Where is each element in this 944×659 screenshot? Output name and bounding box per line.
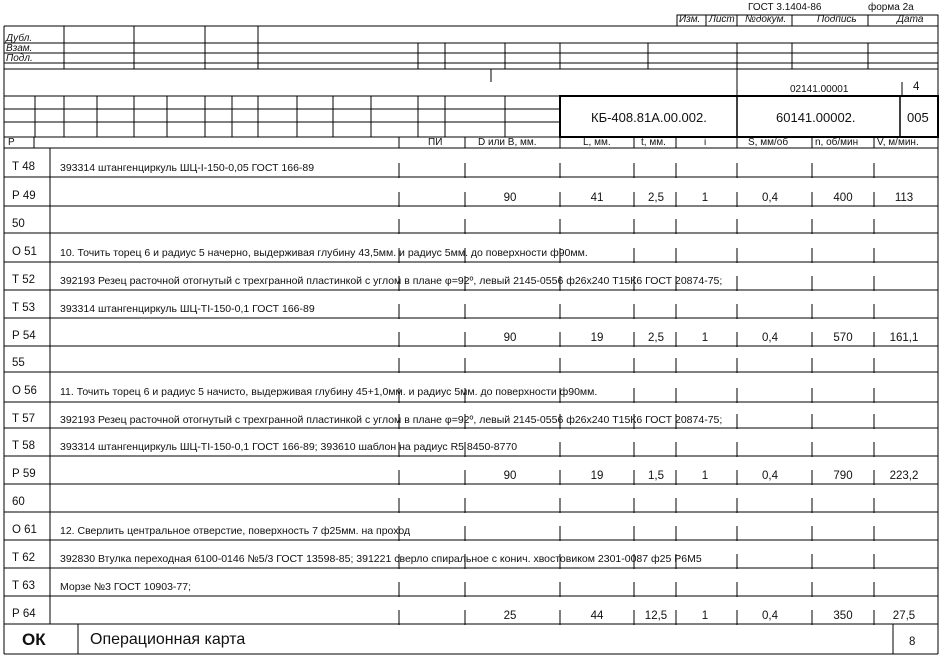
col-header-v: V, м/мин. (877, 137, 919, 148)
cell-t: 12,5 (644, 610, 668, 622)
code-top: 02141.00001 (790, 84, 849, 95)
col-docnum: №докум. (745, 14, 787, 25)
row-label: Р 59 (12, 468, 36, 480)
row-label: Р 49 (12, 190, 36, 202)
row-label: Т 58 (12, 440, 36, 452)
gost-label: ГОСТ 3.1404-86 (748, 2, 822, 13)
col-header-i: i (704, 137, 707, 148)
row-text: 392193 Резец расточной отогнутый с трехгранной пластинкой с углом в плане φ=92º, левый 2145-0556 ф26х240 Т15К6 ГОСТ 20874-75; (60, 275, 723, 287)
row-label: О 51 (12, 246, 37, 258)
col-header-p: Р (8, 137, 15, 148)
cell-i: 1 (701, 470, 709, 482)
col-list: Лист (709, 14, 735, 25)
row-label: 50 (12, 218, 25, 230)
operation-number: 005 (907, 110, 929, 125)
cell-d: 90 (503, 470, 517, 482)
row-text: 393314 штангенциркуль ШЦ-ТI-150-0,1 ГОСТ 166-89 (60, 303, 315, 315)
footer-title: Операционная карта (90, 631, 246, 648)
cell-d: 25 (503, 610, 517, 622)
doc-code: КБ-408.81А.00.002. (591, 110, 707, 125)
cell-s: 0,4 (762, 192, 778, 204)
row-label: Р 64 (12, 608, 36, 620)
row-text: 392193 Резец расточной отогнутый с трехгранной пластинкой с углом в плане φ=92º, левый 2145-0556 ф26х240 Т15К6 ГОСТ 20874-75; (60, 414, 723, 426)
cell-i: 1 (701, 192, 709, 204)
row-label: Т 48 (12, 161, 36, 173)
sheet-top: 4 (913, 81, 920, 93)
cell-s: 0,4 (762, 470, 778, 482)
row-text: 11. Точить торец 6 и радиус 5 начисто, выдерживая глубину 45+1,0мм. и радиус 5мм. до поверхности ф90мм. (60, 386, 598, 398)
label-dubl: Дубл. (6, 33, 33, 44)
row-label: 55 (12, 357, 25, 369)
cell-v: 223,2 (889, 470, 919, 482)
row-label: Т 62 (12, 552, 36, 564)
cell-l: 44 (590, 610, 604, 622)
row-label: Т 63 (12, 580, 36, 592)
footer-code: ОК (22, 630, 46, 649)
cell-v: 161,1 (889, 332, 919, 344)
cell-i: 1 (701, 332, 709, 344)
cell-n: 570 (833, 332, 853, 344)
row-text: 393314 штангенциркуль ШЦ-I-150-0,05 ГОСТ 166-89 (60, 162, 315, 174)
form-label: форма 2а (868, 2, 914, 13)
footer-page: 8 (909, 636, 916, 648)
cell-d: 90 (503, 192, 517, 204)
cell-t: 2,5 (648, 192, 664, 204)
cell-s: 0,4 (762, 332, 778, 344)
cell-l: 41 (590, 192, 604, 204)
row-text: 392830 Втулка переходная 6100-0146 №5/3 ГОСТ 13598-85; 391221 сверло спиральное с конич. хвостовиком 2301-0087 ф25 Р6М5 (60, 553, 702, 565)
row-text: 10. Точить торец 6 и радиус 5 начерно, выдерживая глубину 43,5мм. и радиус 5мм. до поверхности ф90мм. (60, 247, 588, 259)
row-label: Т 57 (12, 413, 36, 425)
col-header-l: L, мм. (583, 137, 611, 148)
cell-d: 90 (503, 332, 517, 344)
col-date: Дата (897, 14, 924, 25)
row-label: О 56 (12, 385, 37, 397)
col-signature: Подпись (817, 14, 857, 25)
row-text: 12. Сверлить центральное отверстие, поверхность 7 ф25мм. на проход (60, 525, 411, 537)
row-text: Морзе №3 ГОСТ 10903-77; (60, 581, 192, 593)
row-label: О 61 (12, 524, 37, 536)
cell-v: 113 (894, 192, 914, 204)
cell-t: 1,5 (648, 470, 664, 482)
doc-code-2: 60141.00002. (776, 110, 856, 125)
cell-n: 400 (833, 192, 853, 204)
row-label: 60 (12, 496, 25, 508)
col-header-pi: ПИ (428, 137, 443, 148)
col-header-t: t, мм. (641, 137, 666, 148)
col-header-n: n, об/мин (815, 137, 859, 148)
cell-s: 0,4 (762, 610, 778, 622)
cell-n: 790 (833, 470, 853, 482)
cell-l: 19 (590, 470, 604, 482)
cell-i: 1 (701, 610, 709, 622)
col-header-d: D или В, мм. (478, 137, 537, 148)
label-podl: Подл. (6, 53, 33, 64)
col-header-s: S, мм/об (748, 137, 789, 148)
label-vzam: Взам. (6, 43, 33, 54)
row-label: Т 53 (12, 302, 36, 314)
row-label: Р 54 (12, 330, 36, 342)
cell-t: 2,5 (648, 332, 664, 344)
cell-n: 350 (833, 610, 853, 622)
row-text: 393314 штангенциркуль ШЦ-ТI-150-0,1 ГОСТ 166-89; 393610 шаблон на радиус R5 8450-8770 (60, 441, 518, 453)
row-label: Т 52 (12, 274, 36, 286)
col-izm: Изм. (679, 14, 701, 25)
cell-v: 27,5 (892, 610, 916, 622)
cell-l: 19 (590, 332, 604, 344)
